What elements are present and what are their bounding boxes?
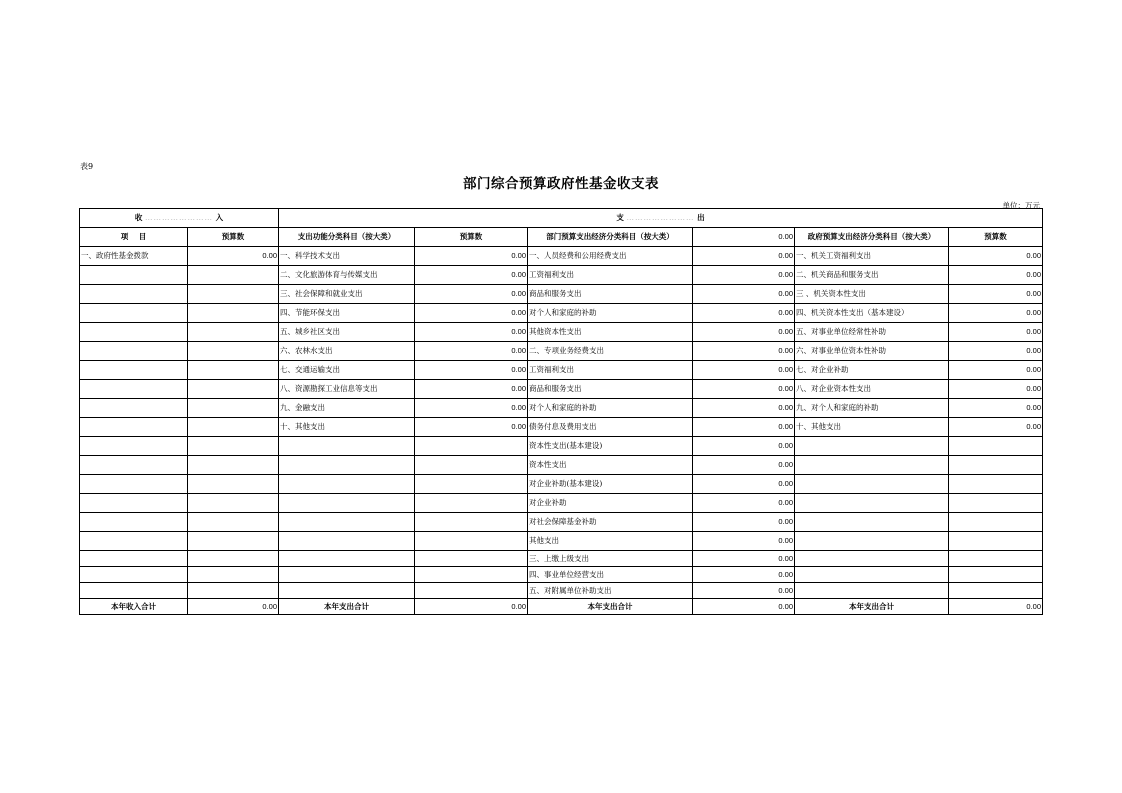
dept-econ-category-cell: 对个人和家庭的补助 <box>528 304 693 323</box>
income-budget-cell <box>188 532 279 551</box>
func-budget-cell <box>415 513 528 532</box>
func-budget-cell: 0.00 <box>415 380 528 399</box>
section-header-row <box>80 209 1043 228</box>
income-budget-cell <box>188 456 279 475</box>
func-category-cell: 三、社会保障和就业支出 <box>279 285 415 304</box>
dept-econ-category-cell: 工资福利支出 <box>528 361 693 380</box>
func-budget-cell <box>415 437 528 456</box>
totals-row <box>80 599 1043 615</box>
gov-econ-category-cell <box>795 475 949 494</box>
dept-econ-budget-cell: 0.00 <box>693 567 795 583</box>
gov-econ-category-cell: 四、机关资本性支出（基本建设） <box>795 304 949 323</box>
dept-econ-budget-cell: 0.00 <box>693 361 795 380</box>
income-budget-cell <box>188 583 279 599</box>
table-row <box>80 361 1043 380</box>
dept-econ-category-cell: 资本性支出 <box>528 456 693 475</box>
gov-econ-budget-cell <box>949 513 1043 532</box>
income-budget-cell <box>188 266 279 285</box>
func-budget-cell <box>415 567 528 583</box>
func-category-cell: 八、资源勘探工业信息等支出 <box>279 380 415 399</box>
income-budget-cell <box>188 437 279 456</box>
gov-econ-budget-cell: 0.00 <box>949 380 1043 399</box>
dept-econ-category-cell: 二、专项业务经费支出 <box>528 342 693 361</box>
dept-econ-category-cell: 三、上缴上级支出 <box>528 551 693 567</box>
dept-econ-category-cell: 工资福利支出 <box>528 266 693 285</box>
table-row <box>80 583 1043 599</box>
dept-econ-category-cell: 其他资本性支出 <box>528 323 693 342</box>
func-category-cell: 四、节能环保支出 <box>279 304 415 323</box>
gov-econ-category-cell: 八、对企业资本性支出 <box>795 380 949 399</box>
income-item-cell <box>80 437 188 456</box>
income-item-cell <box>80 342 188 361</box>
col-header-gov-econ: 政府预算支出经济分类科目（按大类） <box>795 228 949 247</box>
func-category-cell <box>279 551 415 567</box>
func-category-cell <box>279 583 415 599</box>
gov-econ-category-cell: 二、机关商品和服务支出 <box>795 266 949 285</box>
dept-econ-category-cell: 对社会保障基金补助 <box>528 513 693 532</box>
dept-total-label: 本年支出合计 <box>528 599 693 615</box>
page-title: 部门综合预算政府性基金收支表 <box>463 176 659 192</box>
table-row <box>80 285 1043 304</box>
dept-econ-category-cell: 对个人和家庭的补助 <box>528 399 693 418</box>
gov-econ-category-cell <box>795 567 949 583</box>
gov-econ-category-cell: 九、对个人和家庭的补助 <box>795 399 949 418</box>
func-category-cell <box>279 567 415 583</box>
col-header-func: 支出功能分类科目（按大类） <box>279 228 415 247</box>
table-row <box>80 323 1043 342</box>
income-budget-cell <box>188 361 279 380</box>
table-row <box>80 494 1043 513</box>
table-row <box>80 551 1043 567</box>
gov-econ-category-cell <box>795 551 949 567</box>
table-row <box>80 567 1043 583</box>
expend-header-char-1: 支 <box>616 213 624 222</box>
income-budget-cell <box>188 494 279 513</box>
dept-econ-budget-cell: 0.00 <box>693 437 795 456</box>
col-header-dept-econ: 部门预算支出经济分类科目（按大类） <box>528 228 693 247</box>
gov-econ-category-cell: 五、对事业单位经常性补助 <box>795 323 949 342</box>
gov-econ-budget-cell <box>949 437 1043 456</box>
func-total-value: 0.00 <box>415 599 528 615</box>
func-budget-cell: 0.00 <box>415 323 528 342</box>
table-row <box>80 532 1043 551</box>
income-header-char-1: 收 <box>134 213 143 222</box>
col-header-item: 项 目 <box>80 228 188 247</box>
col-header-budget-3: 0.00 <box>693 228 795 247</box>
dept-econ-budget-cell: 0.00 <box>693 456 795 475</box>
gov-econ-category-cell: 三 、机关资本性支出 <box>795 285 949 304</box>
func-budget-cell <box>415 475 528 494</box>
gov-econ-budget-cell <box>949 567 1043 583</box>
dept-econ-category-cell: 一、人员经费和公用经费支出 <box>528 247 693 266</box>
table-number: 表9 <box>80 162 94 171</box>
func-category-cell <box>279 494 415 513</box>
income-item-cell <box>80 399 188 418</box>
dept-econ-category-cell: 商品和服务支出 <box>528 380 693 399</box>
dept-econ-budget-cell: 0.00 <box>693 418 795 437</box>
dept-total-value: 0.00 <box>693 599 795 615</box>
income-item-cell <box>80 513 188 532</box>
income-budget-cell <box>188 342 279 361</box>
func-category-cell: 二、文化旅游体育与传媒支出 <box>279 266 415 285</box>
table-row <box>80 342 1043 361</box>
gov-econ-budget-cell <box>949 532 1043 551</box>
income-item-cell <box>80 475 188 494</box>
dept-econ-category-cell: 对企业补助(基本建设) <box>528 475 693 494</box>
dept-econ-budget-cell: 0.00 <box>693 583 795 599</box>
dept-econ-category-cell: 其他支出 <box>528 532 693 551</box>
income-item-cell: 一、政府性基金拨款 <box>80 247 188 266</box>
income-budget-cell <box>188 399 279 418</box>
income-budget-cell <box>188 418 279 437</box>
func-category-cell <box>279 456 415 475</box>
gov-econ-budget-cell <box>949 456 1043 475</box>
income-section-header <box>80 209 279 228</box>
func-budget-cell: 0.00 <box>415 247 528 266</box>
dept-econ-category-cell: 五、对附属单位补助支出 <box>528 583 693 599</box>
gov-econ-category-cell: 一、机关工资福利支出 <box>795 247 949 266</box>
dept-econ-category-cell: 资本性支出(基本建设) <box>528 437 693 456</box>
dept-econ-budget-cell: 0.00 <box>693 323 795 342</box>
income-budget-cell <box>188 304 279 323</box>
func-budget-cell: 0.00 <box>415 399 528 418</box>
expend-section-header <box>279 209 1043 228</box>
func-budget-cell <box>415 583 528 599</box>
gov-econ-budget-cell: 0.00 <box>949 361 1043 380</box>
income-header-char-2: 入 <box>215 213 224 222</box>
income-item-cell <box>80 583 188 599</box>
income-budget-cell <box>188 567 279 583</box>
unit-label: 单位：万元 <box>1002 201 1040 210</box>
column-header-row <box>80 228 1043 247</box>
dept-econ-budget-cell: 0.00 <box>693 399 795 418</box>
income-item-cell <box>80 494 188 513</box>
gov-econ-budget-cell <box>949 583 1043 599</box>
gov-econ-budget-cell <box>949 551 1043 567</box>
func-category-cell: 十、其他支出 <box>279 418 415 437</box>
income-item-cell <box>80 304 188 323</box>
income-budget-cell <box>188 285 279 304</box>
income-budget-cell <box>188 513 279 532</box>
func-category-cell: 五、城乡社区支出 <box>279 323 415 342</box>
gov-econ-category-cell: 六、对事业单位资本性补助 <box>795 342 949 361</box>
table-row <box>80 304 1043 323</box>
income-budget-cell <box>188 380 279 399</box>
func-total-label: 本年支出合计 <box>279 599 415 615</box>
dept-econ-budget-cell: 0.00 <box>693 551 795 567</box>
income-item-cell <box>80 380 188 399</box>
table-row <box>80 399 1043 418</box>
table-row <box>80 475 1043 494</box>
col-header-budget-2: 预算数 <box>415 228 528 247</box>
income-item-cell <box>80 323 188 342</box>
table-row <box>80 247 1043 266</box>
func-budget-cell: 0.00 <box>415 304 528 323</box>
gov-econ-budget-cell: 0.00 <box>949 304 1043 323</box>
gov-econ-budget-cell <box>949 475 1043 494</box>
func-budget-cell <box>415 456 528 475</box>
dept-econ-budget-cell: 0.00 <box>693 342 795 361</box>
gov-total-value: 0.00 <box>949 599 1043 615</box>
income-item-cell <box>80 532 188 551</box>
dept-econ-budget-cell: 0.00 <box>693 304 795 323</box>
gov-econ-category-cell: 七、对企业补助 <box>795 361 949 380</box>
dept-econ-budget-cell: 0.00 <box>693 532 795 551</box>
table-row <box>80 266 1043 285</box>
func-budget-cell: 0.00 <box>415 285 528 304</box>
table-row <box>80 513 1043 532</box>
table-row <box>80 437 1043 456</box>
gov-econ-budget-cell <box>949 494 1043 513</box>
col-header-budget-1: 预算数 <box>188 228 279 247</box>
func-category-cell <box>279 475 415 494</box>
income-total-value: 0.00 <box>188 599 279 615</box>
gov-econ-category-cell <box>795 532 949 551</box>
func-budget-cell: 0.00 <box>415 342 528 361</box>
income-item-cell <box>80 418 188 437</box>
income-budget-cell <box>188 551 279 567</box>
func-category-cell: 七、交通运输支出 <box>279 361 415 380</box>
expend-header-char-2: 出 <box>697 213 705 222</box>
func-category-cell <box>279 437 415 456</box>
func-budget-cell: 0.00 <box>415 266 528 285</box>
func-budget-cell <box>415 494 528 513</box>
gov-econ-category-cell <box>795 437 949 456</box>
func-budget-cell: 0.00 <box>415 361 528 380</box>
dept-econ-budget-cell: 0.00 <box>693 513 795 532</box>
gov-econ-budget-cell: 0.00 <box>949 266 1043 285</box>
income-total-label: 本年收入合计 <box>80 599 188 615</box>
func-budget-cell <box>415 532 528 551</box>
income-item-cell <box>80 266 188 285</box>
table-row <box>80 418 1043 437</box>
func-category-cell <box>279 513 415 532</box>
func-budget-cell <box>415 551 528 567</box>
dept-econ-budget-cell: 0.00 <box>693 475 795 494</box>
income-item-cell <box>80 456 188 475</box>
dept-econ-budget-cell: 0.00 <box>693 247 795 266</box>
income-budget-cell: 0.00 <box>188 247 279 266</box>
gov-econ-category-cell: 十、其他支出 <box>795 418 949 437</box>
func-category-cell: 九、金融支出 <box>279 399 415 418</box>
gov-econ-budget-cell: 0.00 <box>949 247 1043 266</box>
dept-econ-category-cell: 债务付息及费用支出 <box>528 418 693 437</box>
gov-econ-budget-cell: 0.00 <box>949 285 1043 304</box>
func-category-cell: 一、科学技术支出 <box>279 247 415 266</box>
func-budget-cell: 0.00 <box>415 418 528 437</box>
dept-econ-category-cell: 商品和服务支出 <box>528 285 693 304</box>
table-row <box>80 456 1043 475</box>
gov-total-label: 本年支出合计 <box>795 599 949 615</box>
income-item-cell <box>80 551 188 567</box>
gov-econ-category-cell <box>795 456 949 475</box>
dept-econ-budget-cell: 0.00 <box>693 266 795 285</box>
dept-econ-budget-cell: 0.00 <box>693 285 795 304</box>
fund-table <box>79 208 1043 615</box>
gov-econ-budget-cell: 0.00 <box>949 342 1043 361</box>
income-header-dots: …………………… <box>145 213 213 222</box>
income-item-cell <box>80 567 188 583</box>
gov-econ-budget-cell: 0.00 <box>949 418 1043 437</box>
gov-econ-category-cell <box>795 494 949 513</box>
func-category-cell: 六、农林水支出 <box>279 342 415 361</box>
dept-econ-budget-cell: 0.00 <box>693 380 795 399</box>
dept-econ-category-cell: 对企业补助 <box>528 494 693 513</box>
gov-econ-category-cell <box>795 513 949 532</box>
gov-econ-budget-cell: 0.00 <box>949 323 1043 342</box>
income-item-cell <box>80 361 188 380</box>
gov-econ-budget-cell: 0.00 <box>949 399 1043 418</box>
func-category-cell <box>279 532 415 551</box>
gov-econ-category-cell <box>795 583 949 599</box>
dept-econ-budget-cell: 0.00 <box>693 494 795 513</box>
dept-econ-category-cell: 四、事业单位经营支出 <box>528 567 693 583</box>
income-item-cell <box>80 285 188 304</box>
expend-header-dots: …………………… <box>626 213 695 222</box>
table-row <box>80 380 1043 399</box>
col-header-budget-4: 预算数 <box>949 228 1043 247</box>
income-budget-cell <box>188 323 279 342</box>
income-budget-cell <box>188 475 279 494</box>
